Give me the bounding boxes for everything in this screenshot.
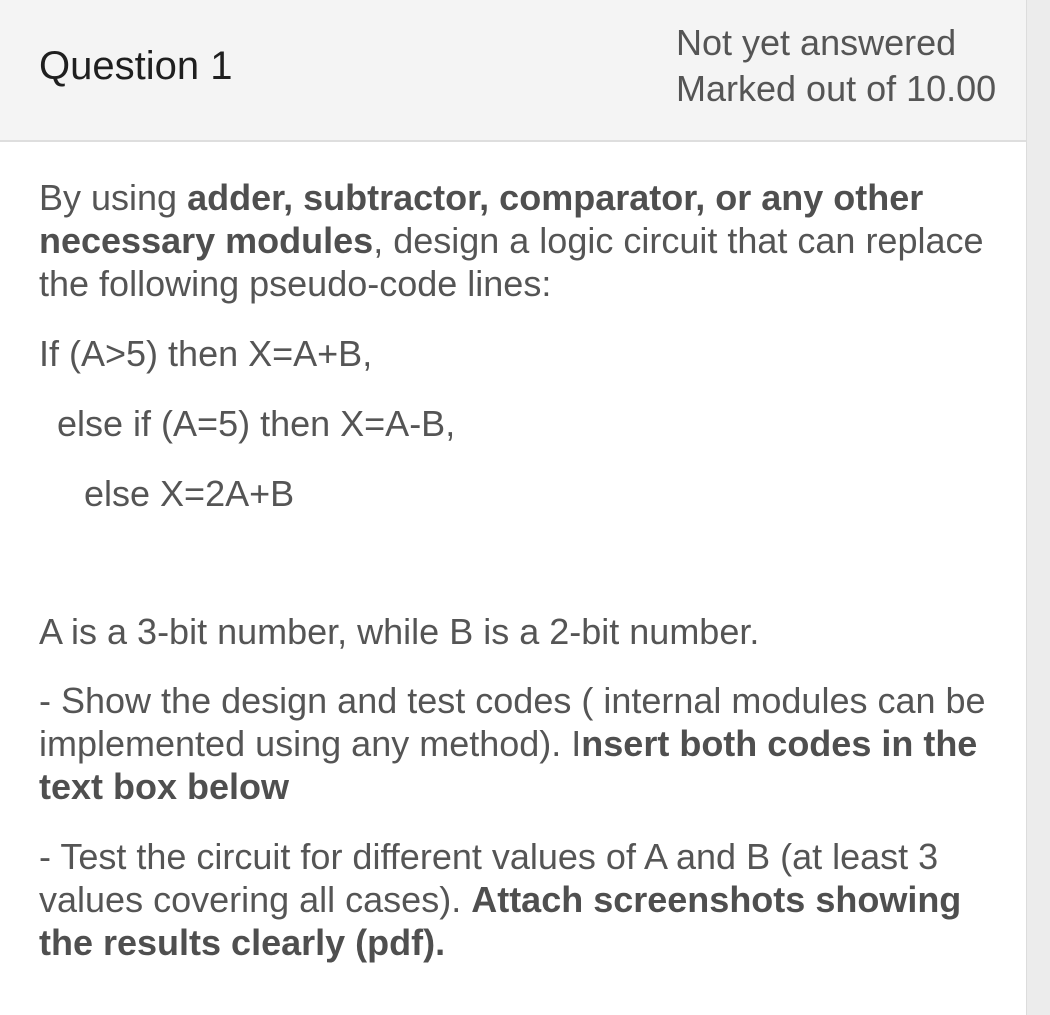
instruction-test-bold: Attach screenshots showing the results clearly (pdf). bbox=[39, 879, 962, 963]
instruction-design-text: - Show the design and test codes ( internal modules can be implemented using any method). I bbox=[39, 680, 986, 764]
scroll-rail[interactable] bbox=[1026, 0, 1050, 1015]
marks-info: Marked out of 10.00 bbox=[676, 68, 997, 109]
question-status-box bbox=[676, 20, 996, 112]
instruction-test bbox=[39, 835, 999, 964]
intro-text: By using bbox=[39, 177, 188, 218]
question-header bbox=[0, 0, 1026, 142]
bit-width-info: A is a 3-bit number, while B is a 2-bit number. bbox=[39, 611, 760, 652]
instruction-design bbox=[39, 679, 999, 808]
intro-bold-text: adder, subtractor, comparator, or any other necessary modules bbox=[39, 177, 924, 261]
question-number: Question 1 bbox=[39, 44, 233, 88]
instruction-design-bold: nsert both codes in the text box below bbox=[39, 723, 978, 807]
instruction-test-text: - Test the circuit for different values of A and B (at least 3 values covering all cases). bbox=[39, 836, 939, 920]
pseudo-code-line-2: else if (A=5) then X=A-B, bbox=[57, 403, 456, 444]
intro-suffix-text: , design a logic circuit that can replace the following pseudo-code lines: bbox=[39, 220, 984, 304]
answer-status: Not yet answered bbox=[676, 22, 957, 63]
pseudo-code-line-3: else X=2A+B bbox=[84, 473, 295, 514]
question-intro bbox=[39, 176, 999, 305]
pseudo-code-line-1: If (A>5) then X=A+B, bbox=[39, 333, 373, 374]
